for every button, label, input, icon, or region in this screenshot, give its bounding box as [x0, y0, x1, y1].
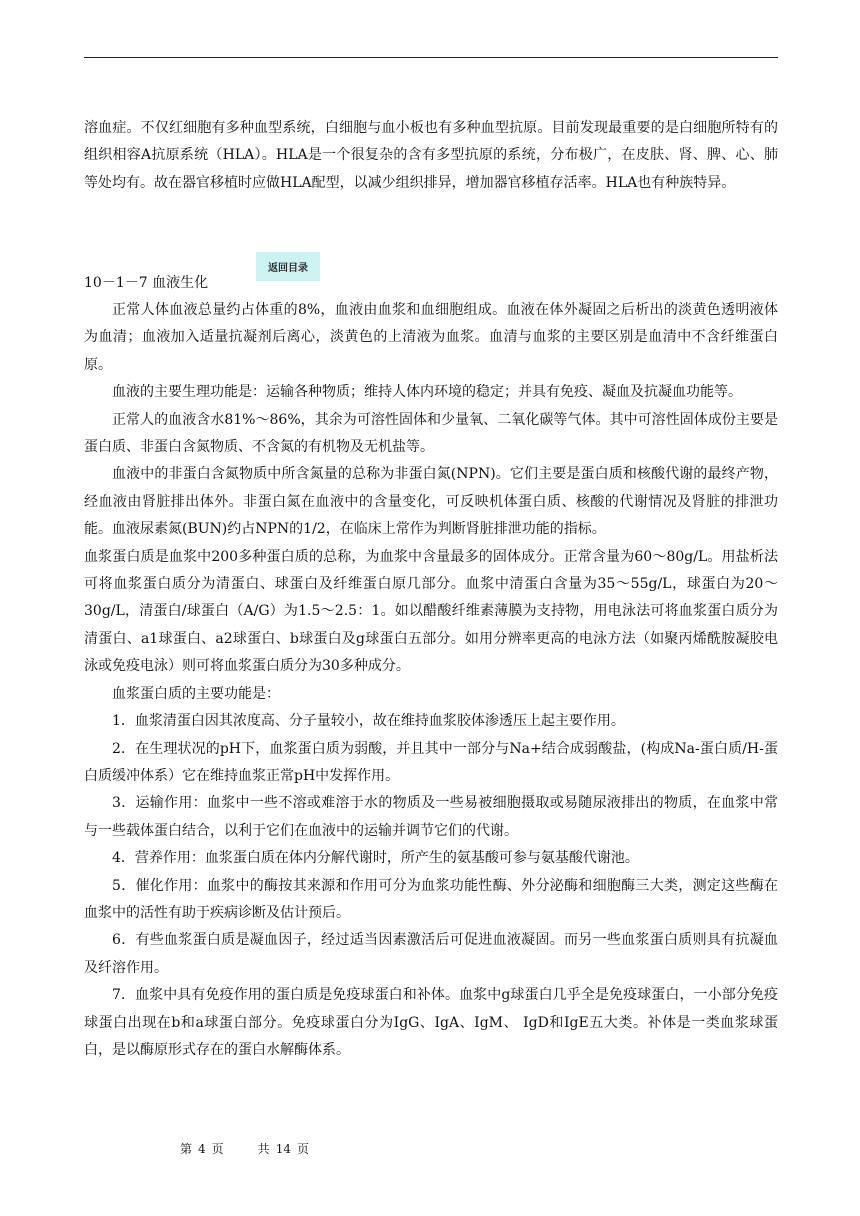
- paragraph: 血浆蛋白质的主要功能是：: [112, 685, 280, 702]
- section-heading: 10－1－7 血液生化: [84, 275, 209, 291]
- back-to-contents-button[interactable]: 返回目录: [256, 252, 320, 281]
- list-item: 2．在生理状况的pH下，血浆蛋白质为弱酸，并且其中一部分与Na+结合成弱酸盐，(构成Na-蛋白质/H-蛋白质缓冲体系）它在维持血浆正常pH中发挥作用。: [84, 740, 778, 784]
- total-label-suffix: 页: [296, 1142, 309, 1156]
- paragraph: 正常人的血液含水81%～86%，其余为可溶性固体和少量氧、二氧化碳等气体。其中可溶性固体成份主要是蛋白质、非蛋白含氮物质、不含氮的有机物及无机盐等。: [84, 411, 778, 456]
- total-pages: 14: [275, 1142, 291, 1156]
- list-item: 7．血浆中具有免疫作用的蛋白质是免疫球蛋白和补体。血浆中g球蛋白几乎全是免疫球蛋白，一小部分免疫球蛋白出现在b和a球蛋白部分。免疫球蛋白分为IgG、IgA、IgM、 IgD和IgE五大类。补体是一类血浆球蛋白，是以酶原形式存在的蛋白水解酶体系。: [84, 987, 778, 1058]
- list-item: 4．营养作用：血浆蛋白质在体内分解代谢时，所产生的氨基酸可参与氨基酸代谢池。: [112, 850, 639, 867]
- total-label-prefix: 共: [257, 1142, 270, 1156]
- paragraph: 血液中的非蛋白含氮物质中所含氮量的总称为非蛋白氮(NPN)。它们主要是蛋白质和核酸代谢的最终产物，经血液由肾脏排出体外。非蛋白氮在血液中的含量变化，可反映机体蛋白质、核酸的代谢情况及肾脏的排泄功能。血液尿素氮(BUN)约占NPN的1/2，在临床上常作为判断肾脏排泄功能的指标。: [84, 466, 778, 538]
- paragraph: 血液的主要生理功能是：运输各种物质；维持人体内环境的稳定；并具有免疫、凝血及抗凝血功能等。: [112, 384, 742, 401]
- page-label-prefix: 第: [180, 1142, 193, 1156]
- list-item: 3．运输作用：血浆中一些不溶或难溶于水的物质及一些易被细胞摄取或易随尿液排出的物质，在血浆中常与一些载体蛋白结合，以利于它们在血液中的运输并调节它们的代谢。: [84, 795, 778, 839]
- list-item: 5．催化作用：血浆中的酶按其来源和作用可分为血浆功能性酶、外分泌酶和细胞酶三大类，测定这些酶在血浆中的活性有助于疾病诊断及估计预后。: [84, 877, 778, 921]
- page-footer: [180, 1140, 315, 1157]
- paragraph: 正常人体血液总量约占体重的8%，血液由血浆和血细胞组成。血液在体外凝固之后析出的淡黄色透明液体为血清；血液加入适量抗凝剂后离心，淡黄色的上清液为血浆。血清与血浆的主要区别是血清中不含纤维蛋白原。: [84, 302, 778, 373]
- body-text: [84, 297, 778, 1064]
- list-item: 6．有些血浆蛋白质是凝血因子，经过适当因素激活后可促进血液凝固。而另一些血浆蛋白质则具有抗凝血及纤溶作用。: [84, 932, 778, 976]
- list-item: 1．血浆清蛋白因其浓度高、分子量较小，故在维持血浆胶体渗透压上起主要作用。: [112, 713, 625, 730]
- top-text-block: [84, 115, 778, 197]
- paragraph-hla: 溶血症。不仅红细胞有多种血型系统，白细胞与血小板也有多种血型抗原。目前发现最重要的是白细胞所特有的组织相容A抗原系统（HLA）。HLA是一个很复杂的含有多型抗原的系统，分布极广，在皮肤、肾、脾、心、肺等处均有。故在器官移植时应做HLA配型，以减少组织排异，增加器官移植存活率。HLA也有种族特异。: [84, 120, 778, 191]
- page-label-suffix: 页: [211, 1142, 224, 1156]
- page-number: 4: [198, 1142, 206, 1156]
- header-rule: [84, 57, 778, 58]
- paragraph: 血浆蛋白质是血浆中200多种蛋白质的总称，为血浆中含量最多的固体成分。正常含量为60～80g/L。用盐析法可将血浆蛋白质分为清蛋白、球蛋白及纤维蛋白原几部分。血浆中清蛋白含量为35～55g/L，球蛋白为20～30g/L，清蛋白/球蛋白（A/G）为1.5～2.5：1。如以醋酸纤维素薄膜为支持物，用电泳法可将血浆蛋白质分为清蛋白、a1球蛋白、a2球蛋白、b球蛋白及g球蛋白五部分。如用分辨率更高的电泳方法（如聚丙烯酰胺凝胶电泳或免疫电泳）则可将血浆蛋白质分为30多种成分。: [84, 548, 778, 675]
